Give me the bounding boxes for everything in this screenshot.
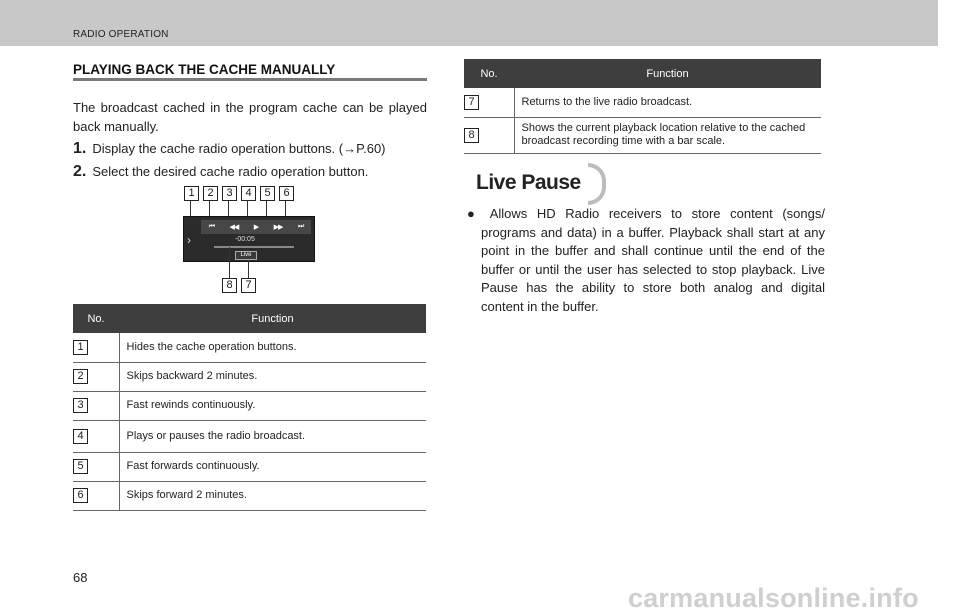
function-table-left	[73, 304, 426, 511]
callout-1: 1	[184, 186, 199, 201]
play-pause-icon[interactable]: ▶	[253, 224, 259, 231]
watermark: carmanualsonline.info	[628, 583, 919, 611]
row-function: Skips forward 2 minutes.	[119, 481, 426, 510]
table-row	[73, 333, 426, 362]
bullet-icon: ●	[467, 206, 481, 221]
step-text: Display the cache radio operation buttons. (→P.60)	[92, 141, 386, 156]
row-function: Fast forwards continuously.	[119, 452, 426, 481]
callout-7: 7	[241, 278, 256, 293]
row-number: 8	[464, 128, 479, 143]
running-head: RADIO OPERATION	[73, 29, 169, 40]
row-number: 5	[73, 459, 88, 474]
row-function: Fast rewinds continuously.	[119, 391, 426, 420]
fast-forward-icon[interactable]: ▶▶	[273, 224, 283, 231]
step-text: Select the desired cache radio operation button.	[92, 164, 369, 179]
row-number: 7	[464, 95, 479, 110]
callout-3: 3	[222, 186, 237, 201]
hide-buttons-icon[interactable]: ›	[187, 233, 191, 247]
table-row	[464, 88, 821, 117]
col-header-function: Function	[119, 304, 426, 333]
callout-4: 4	[241, 186, 256, 201]
section-title: PLAYING BACK THE CACHE MANUALLY	[73, 62, 336, 77]
callout-5: 5	[260, 186, 275, 201]
operation-button-bar	[201, 220, 311, 234]
row-function: Skips backward 2 minutes.	[119, 362, 426, 391]
callouts-bottom	[222, 278, 256, 293]
row-number: 4	[73, 429, 88, 444]
section-rule	[73, 78, 427, 81]
step-number: 1.	[73, 140, 87, 157]
col-header-function: Function	[514, 59, 821, 88]
row-function: Returns to the live radio broadcast.	[514, 88, 821, 117]
live-button[interactable]: Live	[235, 251, 257, 260]
rewind-icon[interactable]: ◀◀	[229, 224, 239, 231]
step-1	[73, 140, 386, 158]
function-table-right	[464, 59, 821, 154]
playback-time: -00:05	[235, 236, 255, 243]
callout-6: 6	[279, 186, 294, 201]
table-row	[73, 362, 426, 391]
playback-bar	[214, 246, 294, 248]
step-number: 2.	[73, 163, 87, 180]
leader-line	[229, 247, 230, 278]
col-header-no: No.	[73, 304, 119, 333]
table-row	[73, 481, 426, 510]
row-number: 6	[73, 488, 88, 503]
live-pause-arc-icon	[588, 163, 606, 205]
bullet-text: Allows HD Radio receivers to store content (songs/ programs and data) in a buffer. Playback shall start at any point in the buffer and shall continue until the end of the buffer or until the user has selected to stop playback. Live Pause has the ability to store both analog and digital content in the buffer.	[481, 206, 825, 314]
table-row	[73, 452, 426, 481]
table-row	[73, 420, 426, 452]
row-function: Shows the current playback location relative to the cached broadcast recording time with a bar scale.	[514, 117, 821, 153]
table-row	[464, 117, 821, 153]
row-number: 1	[73, 340, 88, 355]
row-number: 2	[73, 369, 88, 384]
callout-8: 8	[222, 278, 237, 293]
step-2	[73, 163, 368, 181]
page-number: 68	[73, 570, 88, 585]
skip-back-icon[interactable]: ⏮	[208, 223, 215, 230]
live-pause-description	[467, 205, 825, 316]
table-row	[73, 391, 426, 420]
leader-line	[248, 260, 249, 278]
cache-operation-screen	[183, 216, 315, 262]
skip-forward-icon[interactable]: ⏭	[297, 223, 304, 230]
callout-2: 2	[203, 186, 218, 201]
row-function: Hides the cache operation buttons.	[119, 333, 426, 362]
intro-paragraph: The broadcast cached in the program cache can be played back manually.	[73, 100, 427, 134]
row-number: 3	[73, 398, 88, 413]
live-pause-logo: Live Pause	[476, 171, 581, 194]
row-function: Plays or pauses the radio broadcast.	[119, 420, 426, 452]
col-header-no: No.	[464, 59, 514, 88]
callouts-top	[184, 186, 294, 201]
